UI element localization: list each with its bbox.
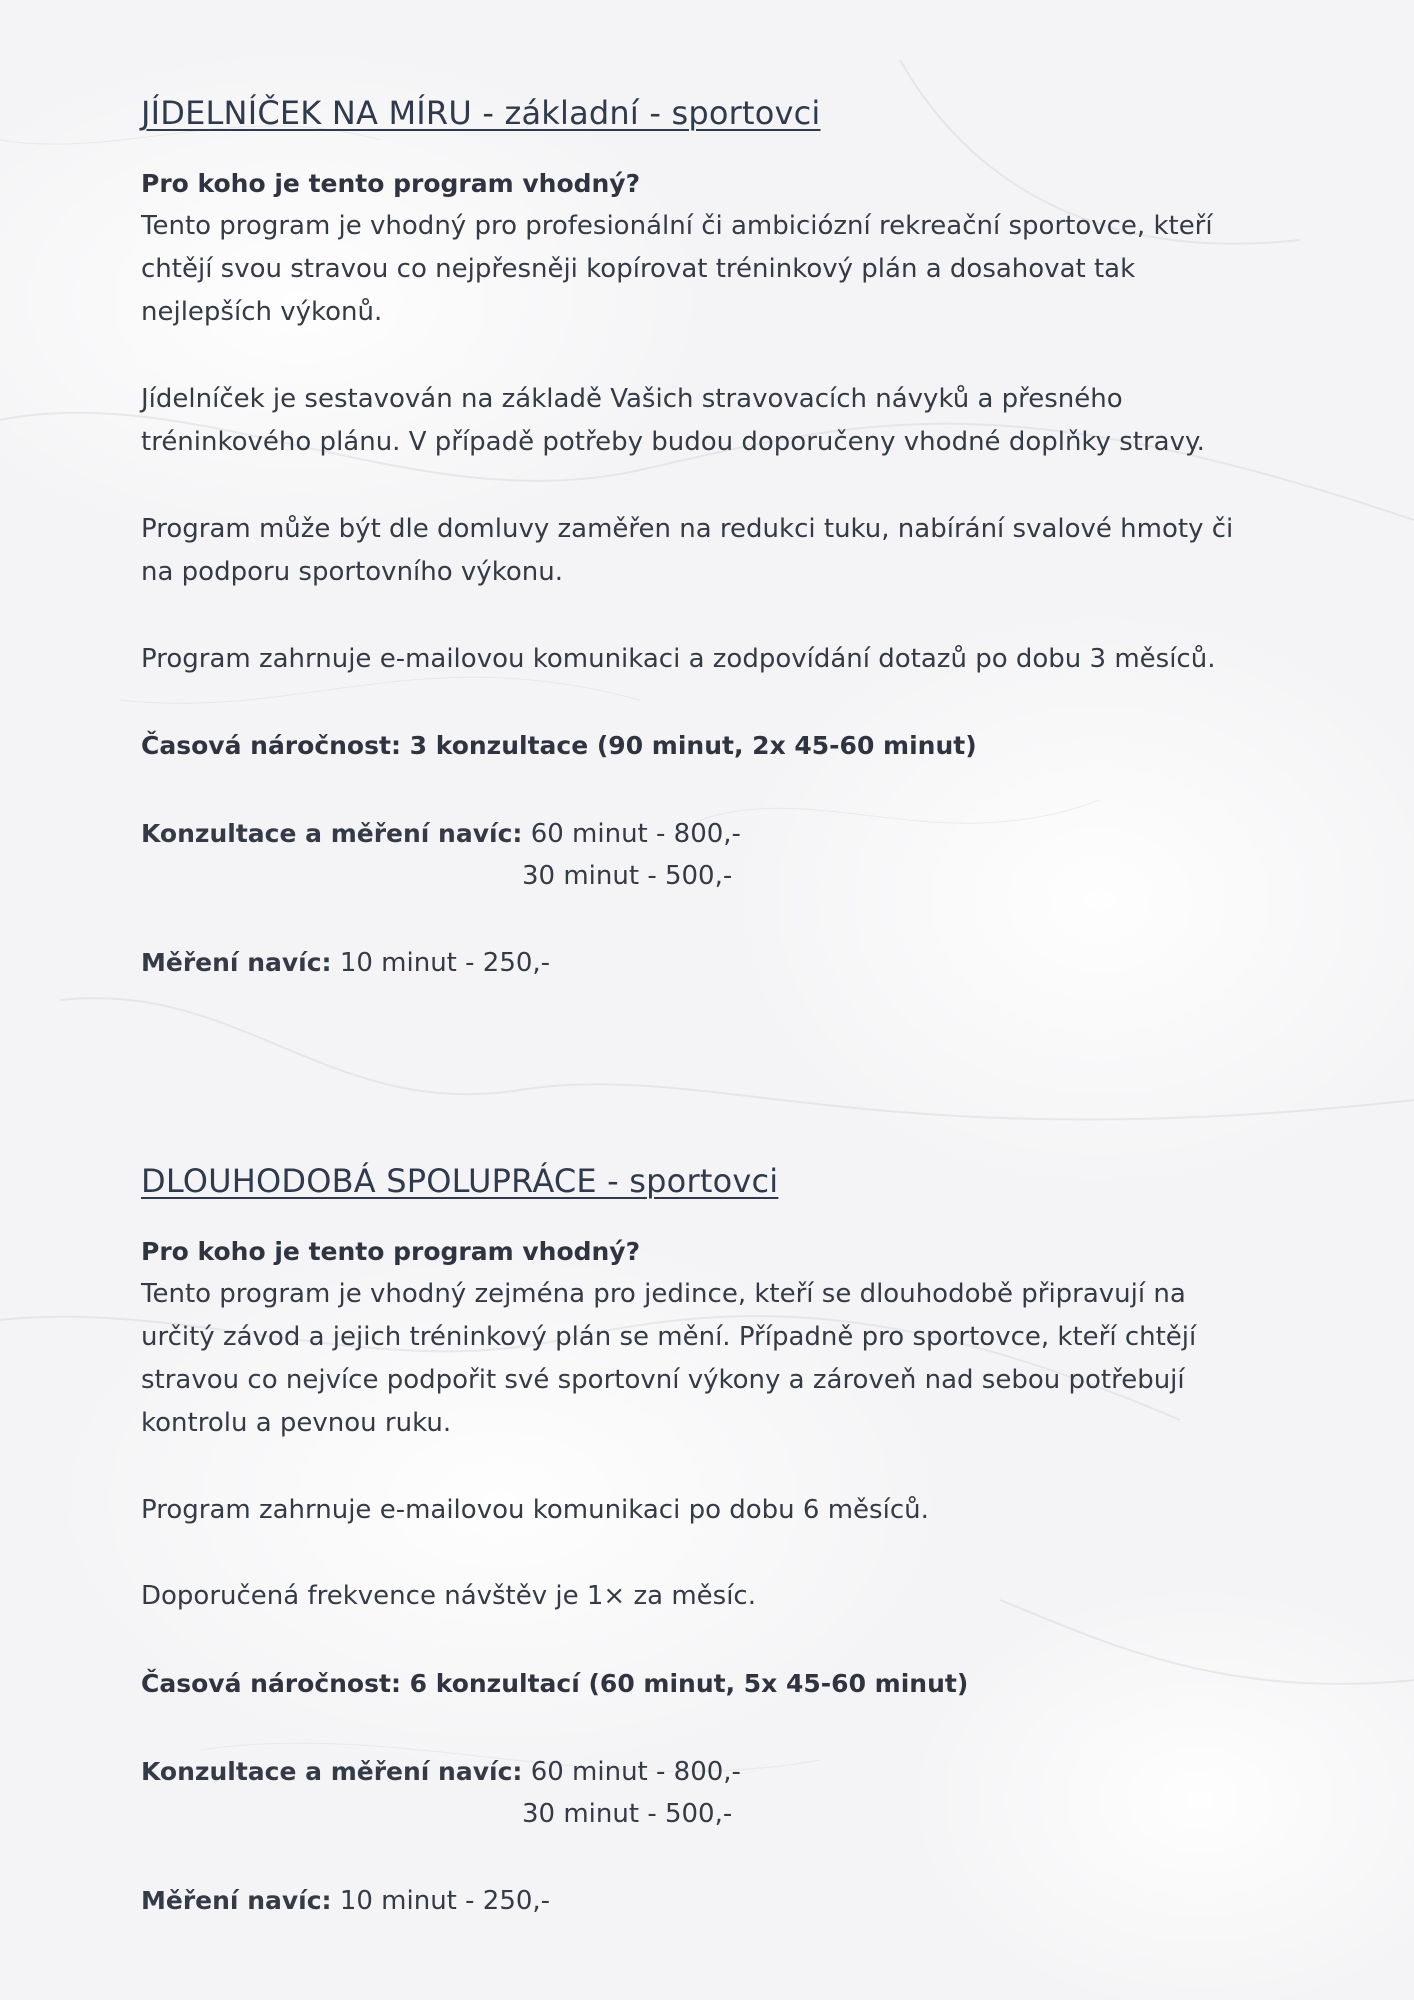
section-1-extra-measure-label: Měření navíc: [141, 948, 332, 977]
section-2-extra-measure [141, 1879, 550, 1923]
section-1-para2-line1: Jídelníček je sestavován na základě Vašich stravovacích návyků a přesného [141, 384, 1123, 414]
section-1-title: JÍDELNÍČEK NA MÍRU - základní - sportovci [141, 94, 821, 132]
section-2-extra-consult-price-1: 60 minut - 800,- [530, 1757, 741, 1787]
section-2-extra-consult-price-2: 30 minut - 500,- [522, 1799, 733, 1829]
section-1-para2-line2: tréninkového plánu. V případě potřeby budou doporučeny vhodné doplňky stravy. [141, 427, 1205, 457]
section-1-extra-consult-price-2: 30 minut - 500,- [522, 861, 733, 891]
section-2-para1-line4: kontrolu a pevnou ruku. [141, 1408, 452, 1438]
section-1-extra-consult-price-1: 60 minut - 800,- [530, 819, 741, 849]
section-1-extra-consult-label: Konzultace a měření navíc: [141, 819, 523, 848]
section-2-para2: Program zahrnuje e-mailovou komunikaci po dobu 6 měsíců. [141, 1495, 929, 1525]
section-1-para3-line2: na podporu sportovního výkonu. [141, 557, 563, 587]
section-1-question: Pro koho je tento program vhodný? [141, 169, 641, 198]
section-1-para1-line1: Tento program je vhodný pro profesionální či ambiciózní rekreační sportovce, kteří [141, 211, 1213, 241]
section-1-para3-line1: Program může být dle domluvy zaměřen na redukci tuku, nabírání svalové hmoty či [141, 514, 1234, 544]
section-2-extra-consult-label: Konzultace a měření navíc: [141, 1757, 523, 1786]
section-2-para3: Doporučená frekvence návštěv je 1× za měsíc. [141, 1581, 756, 1611]
section-1-para1-line2: chtějí svou stravou co nejpřesněji kopírovat tréninkový plán a dosahovat tak [141, 254, 1136, 284]
section-2-extra-measure-label: Měření navíc: [141, 1886, 332, 1915]
section-2-extra-consult [141, 1750, 741, 1794]
section-2-time-requirement: Časová náročnost: 6 konzultací (60 minut, 5x 45-60 minut) [141, 1669, 969, 1698]
section-2-extra-measure-price: 10 minut - 250,- [339, 1886, 551, 1916]
section-2-para1-line2: určitý závod a jejich tréninkový plán se mění. Případně pro sportovce, kteří chtějí [141, 1322, 1197, 1352]
section-1-extra-measure [141, 941, 550, 985]
section-2-title: DLOUHODOBÁ SPOLUPRÁCE - sportovci [141, 1162, 779, 1200]
section-1-para1-line3: nejlepších výkonů. [141, 297, 383, 327]
section-2-para1-line1: Tento program je vhodný zejména pro jedince, kteří se dlouhodobě připravují na [141, 1279, 1186, 1309]
section-2-question: Pro koho je tento program vhodný? [141, 1237, 641, 1266]
section-1-para4: Program zahrnuje e-mailovou komunikaci a zodpovídání dotazů po dobu 3 měsíců. [141, 644, 1216, 674]
section-1-extra-measure-price: 10 minut - 250,- [339, 948, 551, 978]
section-2-para1-line3: stravou co nejvíce podpořit své sportovní výkony a zároveň nad sebou potřebují [141, 1365, 1185, 1395]
section-1-time-requirement: Časová náročnost: 3 konzultace (90 minut, 2x 45-60 minut) [141, 731, 977, 760]
section-1-extra-consult [141, 812, 741, 856]
